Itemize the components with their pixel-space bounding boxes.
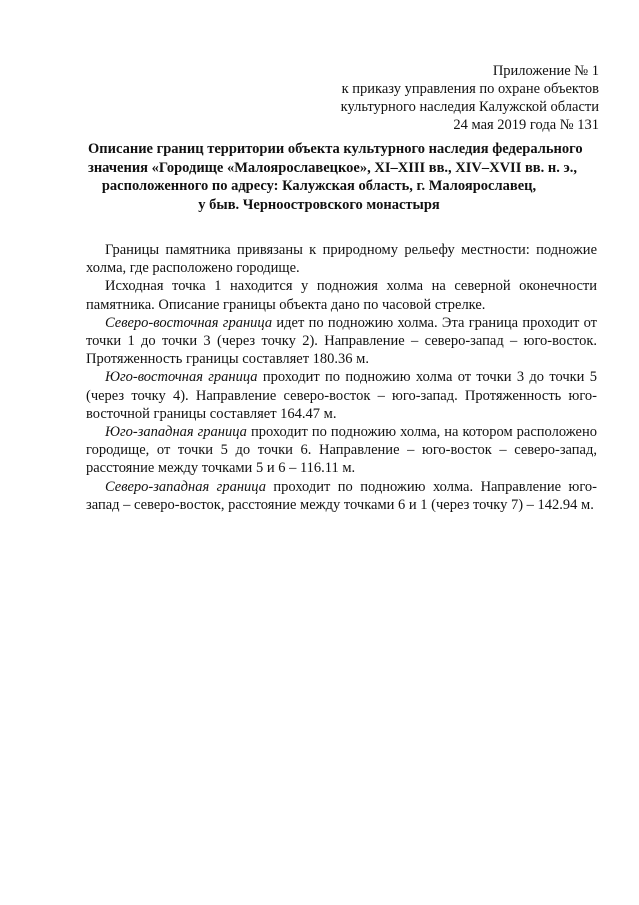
appendix-date: 24 мая 2019 года № 131 <box>453 117 599 133</box>
paragraph-northwest-boundary <box>86 478 597 514</box>
paragraph-start-point: Исходная точка 1 находится у подножия холма на северной оконечности памятника. Описание границы объекта дано по часовой стрелке. <box>86 278 597 313</box>
document-title <box>88 140 583 214</box>
title-line-1: Описание границ территории объекта культурного наследия федерального <box>88 141 583 157</box>
northwest-boundary-text: проходит по подножию холма. Направление юго-запад – северо-восток, расстояние между точками 6 и 1 (через точку 7) – 142.94 м. <box>86 478 598 513</box>
title-line-2: значения «Городище «Малоярославецкое», XI–XIII вв., XIV–XVII вв. н. э., <box>88 159 577 176</box>
northeast-boundary-label: Северо-восточная граница <box>105 314 273 331</box>
appendix-header <box>299 62 599 134</box>
appendix-order-ref: к приказу управления по охране объектов <box>341 81 599 97</box>
northwest-boundary-label: Северо-западная граница <box>105 478 266 495</box>
appendix-number: Приложение № 1 <box>492 63 599 79</box>
paragraph-southwest-boundary <box>86 423 597 478</box>
southeast-boundary-label: Юго-восточная граница <box>105 369 258 386</box>
document-body <box>86 241 597 514</box>
paragraph-southeast-boundary <box>86 368 597 423</box>
title-line-4: у быв. Черноостровского монастыря <box>198 196 440 213</box>
paragraph-boundaries: Границы памятника привязаны к природному рельефу местности: подножие холма, где расположено городище. <box>86 242 597 277</box>
northeast-boundary-text: идет по подножию холма. Эта граница проходит от точки 1 до точки 3 (через точку 2). Направление – северо-запад – юго-восток. Протяженность границы составляет 180.36 м. <box>86 314 597 368</box>
southeast-boundary-text: проходит по подножию холма от точки 3 до точки 5 (через точку 4). Направление северо-восток – юго-запад. Протяженность юго-восточной границы составляет 164.47 м. <box>86 369 598 422</box>
southwest-boundary-text: проходит по подножию холма, на котором расположено городище, от точки 5 до точки 6. Направление – юго-восток – северо-запад, расстояние между точками 5 и 6 – 116.11 м. <box>86 424 597 477</box>
appendix-authority: культурного наследия Калужской области <box>340 99 599 115</box>
southwest-boundary-label: Юго-западная граница <box>105 424 247 441</box>
title-line-3: расположенного по адресу: Калужская область, г. Малоярославец, <box>101 178 537 194</box>
paragraph-northeast-boundary <box>86 314 597 369</box>
